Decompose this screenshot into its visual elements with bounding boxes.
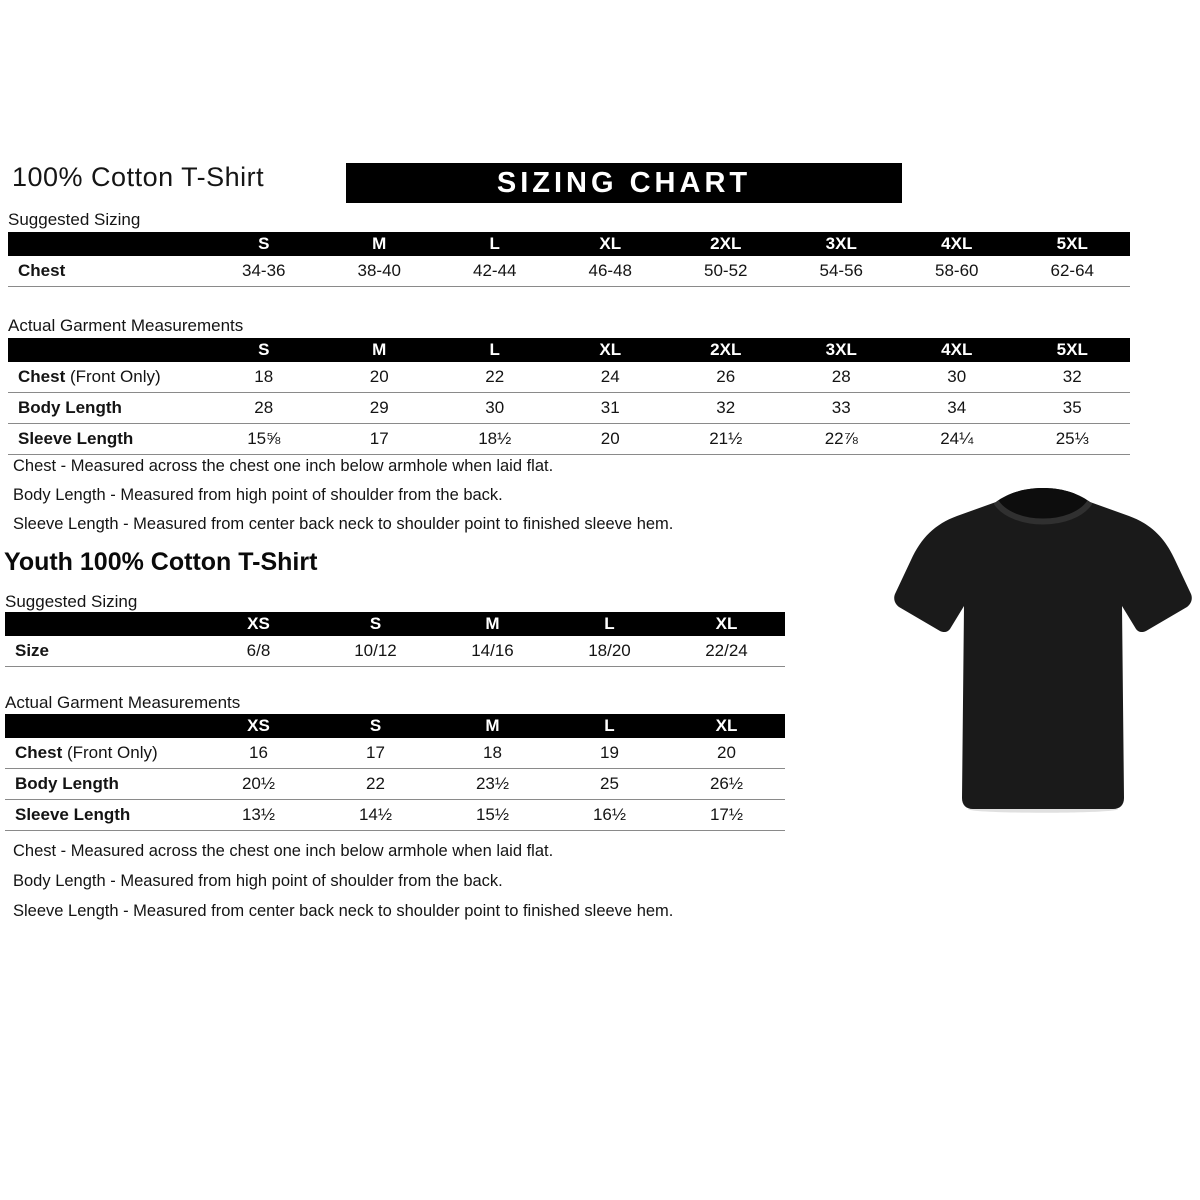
note-body-length: Body Length - Measured from high point of shoulder from the back. (13, 486, 503, 504)
cell: 58-60 (899, 256, 1015, 287)
adult-measurement-notes (13, 458, 673, 545)
corner-cell (8, 338, 206, 362)
table-row (8, 424, 1130, 455)
cell: 22 (437, 362, 553, 393)
column-header: M (434, 612, 551, 636)
tshirt-image (893, 476, 1193, 821)
cell: 14½ (317, 800, 434, 831)
cell: 20 (668, 738, 785, 769)
adult-suggested-sizing-table (8, 232, 1130, 287)
column-header: 5XL (1015, 232, 1131, 256)
cell: 14/16 (434, 636, 551, 667)
adult-garment-measurements-label: Actual Garment Measurements (8, 316, 244, 335)
tshirt-shadow (968, 809, 1118, 813)
row-label: Size (5, 636, 200, 667)
cell: 62-64 (1015, 256, 1131, 287)
column-header: M (322, 338, 438, 362)
column-header: L (551, 714, 668, 738)
table-row (5, 636, 785, 667)
cell: 18½ (437, 424, 553, 455)
cell: 15½ (434, 800, 551, 831)
column-header: 3XL (784, 338, 900, 362)
cell: 16 (200, 738, 317, 769)
cell: 24¼ (899, 424, 1015, 455)
cell: 16½ (551, 800, 668, 831)
cell: 23½ (434, 769, 551, 800)
youth-suggested-sizing-label: Suggested Sizing (5, 592, 138, 611)
table-header-row (5, 714, 785, 738)
cell: 42-44 (437, 256, 553, 287)
youth-garment-measurements-table (5, 714, 785, 831)
cell: 29 (322, 393, 438, 424)
cell: 19 (551, 738, 668, 769)
row-label (8, 393, 206, 424)
cell: 22 (317, 769, 434, 800)
row-label: Chest (8, 256, 206, 287)
cell: 17 (317, 738, 434, 769)
cell: 35 (1015, 393, 1131, 424)
column-header: S (206, 338, 322, 362)
cell: 6/8 (200, 636, 317, 667)
cell: 31 (553, 393, 669, 424)
cell: 26½ (668, 769, 785, 800)
column-header: M (322, 232, 438, 256)
cell: 21½ (668, 424, 784, 455)
cell: 28 (206, 393, 322, 424)
cell: 30 (437, 393, 553, 424)
table-row (8, 362, 1130, 393)
cell: 34 (899, 393, 1015, 424)
row-label-text: Sleeve Length (18, 429, 134, 448)
row-label-suffix: (Front Only) (65, 367, 161, 386)
table-header-row (8, 338, 1130, 362)
note-sleeve-length: Sleeve Length - Measured from center back neck to shoulder point to finished sleeve hem. (13, 515, 674, 533)
table-row (5, 769, 785, 800)
column-header: 4XL (899, 338, 1015, 362)
table-header-row (5, 612, 785, 636)
cell: 25 (551, 769, 668, 800)
cell: 32 (668, 393, 784, 424)
cell: 28 (784, 362, 900, 393)
cell: 10/12 (317, 636, 434, 667)
row-label (5, 738, 200, 769)
cell: 30 (899, 362, 1015, 393)
column-header: L (437, 232, 553, 256)
row-label (8, 424, 206, 455)
youth-measurement-notes (13, 843, 673, 933)
column-header: S (206, 232, 322, 256)
cell: 50-52 (668, 256, 784, 287)
column-header: XL (553, 338, 669, 362)
note-chest: Chest - Measured across the chest one inch below armhole when laid flat. (13, 457, 554, 475)
youth-section-title: Youth 100% Cotton T-Shirt (4, 548, 318, 576)
cell: 13½ (200, 800, 317, 831)
column-header: M (434, 714, 551, 738)
cell: 32 (1015, 362, 1131, 393)
cell: 26 (668, 362, 784, 393)
column-header: 5XL (1015, 338, 1131, 362)
youth-suggested-sizing-table (5, 612, 785, 667)
page-title: 100% Cotton T-Shirt (12, 162, 265, 192)
table-row (5, 738, 785, 769)
note-body-length: Body Length - Measured from high point of shoulder from the back. (13, 872, 503, 890)
cell: 25⅓ (1015, 424, 1131, 455)
cell: 33 (784, 393, 900, 424)
table-row (8, 256, 1130, 287)
column-header: XL (668, 612, 785, 636)
row-label-text: Body Length (18, 398, 122, 417)
youth-garment-measurements-label: Actual Garment Measurements (5, 693, 241, 712)
table-row (5, 800, 785, 831)
column-header: 3XL (784, 232, 900, 256)
tshirt-body (894, 488, 1192, 809)
sizing-chart-banner: SIZING CHART (346, 163, 902, 203)
column-header: 4XL (899, 232, 1015, 256)
row-label (5, 800, 200, 831)
cell: 46-48 (553, 256, 669, 287)
column-header: XL (553, 232, 669, 256)
adult-suggested-sizing-label: Suggested Sizing (8, 210, 141, 229)
cell: 20 (322, 362, 438, 393)
cell: 18 (434, 738, 551, 769)
cell: 18 (206, 362, 322, 393)
cell: 17 (322, 424, 438, 455)
note-chest: Chest - Measured across the chest one inch below armhole when laid flat. (13, 842, 554, 860)
black-tshirt-graphic (893, 476, 1193, 821)
adult-garment-measurements-table (8, 338, 1130, 455)
cell: 20 (553, 424, 669, 455)
row-label (5, 769, 200, 800)
row-label (8, 362, 206, 393)
cell: 34-36 (206, 256, 322, 287)
column-header: S (317, 612, 434, 636)
cell: 22/24 (668, 636, 785, 667)
row-label-text: Body Length (15, 774, 119, 793)
note-sleeve-length: Sleeve Length - Measured from center back neck to shoulder point to finished sleeve hem. (13, 902, 674, 920)
cell: 18/20 (551, 636, 668, 667)
column-header: 2XL (668, 232, 784, 256)
cell: 54-56 (784, 256, 900, 287)
column-header: L (551, 612, 668, 636)
row-label-suffix: (Front Only) (62, 743, 158, 762)
cell: 24 (553, 362, 669, 393)
cell: 17½ (668, 800, 785, 831)
table-row (8, 393, 1130, 424)
corner-cell (5, 714, 200, 738)
column-header: S (317, 714, 434, 738)
corner-cell (8, 232, 206, 256)
column-header: L (437, 338, 553, 362)
column-header: XS (200, 714, 317, 738)
cell: 38-40 (322, 256, 438, 287)
cell: 20½ (200, 769, 317, 800)
row-label-text: Chest (18, 367, 66, 386)
corner-cell (5, 612, 200, 636)
row-label-text: Sleeve Length (15, 805, 131, 824)
table-header-row (8, 232, 1130, 256)
column-header: XL (668, 714, 785, 738)
column-header: XS (200, 612, 317, 636)
row-label-text: Chest (15, 743, 63, 762)
column-header: 2XL (668, 338, 784, 362)
cell: 22⅞ (784, 424, 900, 455)
cell: 15⅝ (206, 424, 322, 455)
